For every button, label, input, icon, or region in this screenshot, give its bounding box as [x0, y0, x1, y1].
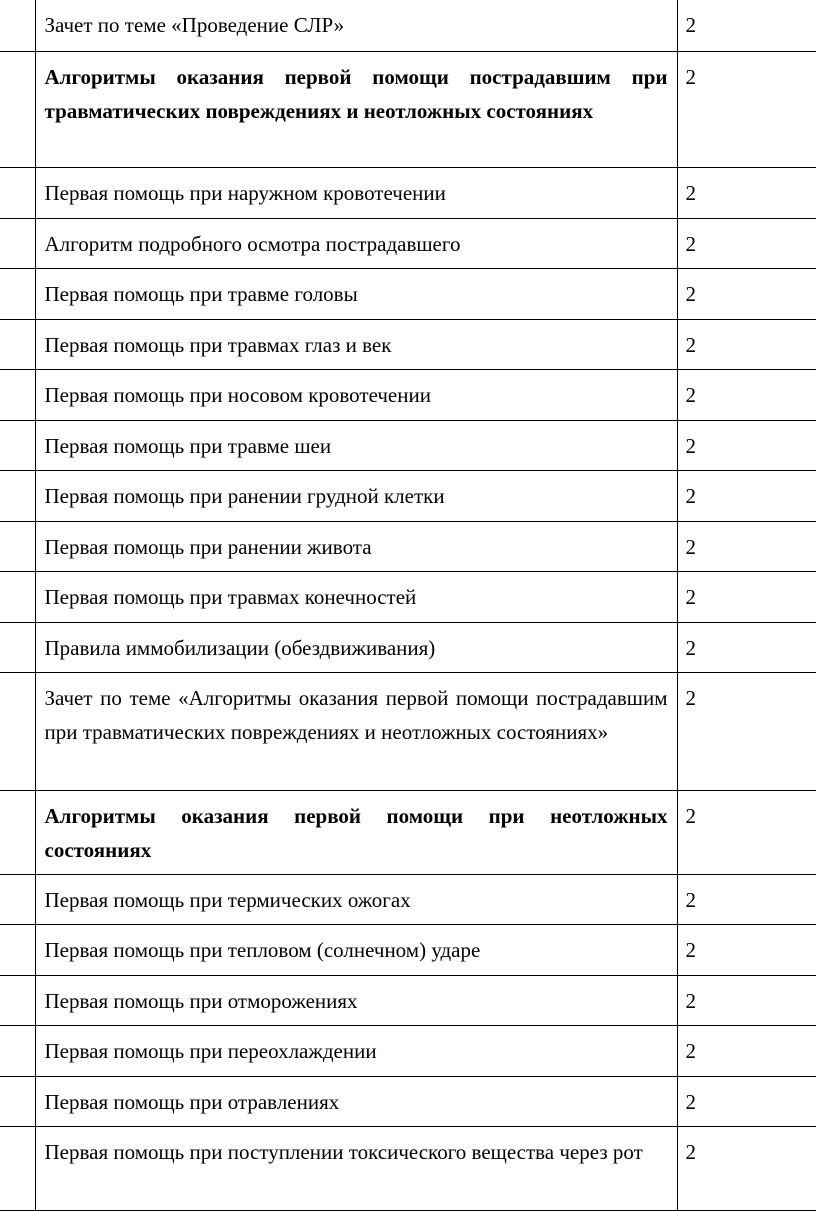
row-number-cell — [0, 218, 35, 268]
row-number-cell — [0, 0, 35, 51]
table-row — [0, 622, 816, 672]
hours-cell: 2 — [677, 790, 816, 874]
section-title-cell: Алгоритмы оказания первой помощи при неотложных состояниях — [35, 790, 677, 874]
row-number-cell — [0, 167, 35, 218]
hours-cell: 2 — [677, 622, 816, 672]
hours-cell: 2 — [677, 924, 816, 975]
row-number-cell — [0, 975, 35, 1025]
row-number-cell — [0, 369, 35, 420]
topic-cell: Первая помощь при наружном кровотечении — [35, 167, 677, 218]
hours-cell: 2 — [677, 51, 816, 167]
table-row — [0, 521, 816, 571]
topic-cell: Первая помощь при травме головы — [35, 268, 677, 319]
hours-cell: 2 — [677, 1025, 816, 1076]
table-row — [0, 167, 816, 218]
topic-cell: Первая помощь при травмах глаз и век — [35, 319, 677, 369]
row-number-cell — [0, 420, 35, 470]
table-row — [0, 672, 816, 790]
hours-cell: 2 — [677, 1076, 816, 1126]
table-row — [0, 0, 816, 51]
row-number-cell — [0, 622, 35, 672]
hours-cell: 2 — [677, 874, 816, 924]
table-row — [0, 874, 816, 924]
topic-cell: Первая помощь при отморожениях — [35, 975, 677, 1025]
row-number-cell — [0, 51, 35, 167]
table-row — [0, 1076, 816, 1126]
table-row — [0, 218, 816, 268]
topic-cell: Зачет по теме «Проведение СЛР» — [35, 0, 677, 51]
row-number-cell — [0, 1126, 35, 1210]
hours-cell: 2 — [677, 420, 816, 470]
table-row — [0, 1126, 816, 1210]
topic-cell: Первая помощь при переохлаждении — [35, 1025, 677, 1076]
table-row — [0, 369, 816, 420]
topic-cell: Первая помощь при травме шеи — [35, 420, 677, 470]
topic-cell: Первая помощь при носовом кровотечении — [35, 369, 677, 420]
table-row — [0, 319, 816, 369]
row-number-cell — [0, 672, 35, 790]
table-row — [0, 571, 816, 622]
table-row — [0, 1025, 816, 1076]
row-number-cell — [0, 268, 35, 319]
table-row — [0, 420, 816, 470]
hours-cell: 2 — [677, 975, 816, 1025]
hours-cell: 2 — [677, 521, 816, 571]
section-header-row — [0, 51, 816, 167]
topic-cell: Первая помощь при тепловом (солнечном) ударе — [35, 924, 677, 975]
topic-cell: Первая помощь при поступлении токсического вещества через рот — [35, 1126, 677, 1210]
row-number-cell — [0, 1025, 35, 1076]
row-number-cell — [0, 790, 35, 874]
hours-cell: 2 — [677, 1126, 816, 1210]
topic-cell: Зачет по теме «Алгоритмы оказания первой помощи пострадавшим при травматических повреждениях и неотложных состояниях» — [35, 672, 677, 790]
table-row — [0, 470, 816, 521]
hours-cell: 2 — [677, 369, 816, 420]
topic-cell: Первая помощь при ранении живота — [35, 521, 677, 571]
topic-cell: Первая помощь при отравлениях — [35, 1076, 677, 1126]
hours-cell: 2 — [677, 167, 816, 218]
hours-cell: 2 — [677, 218, 816, 268]
row-number-cell — [0, 571, 35, 622]
section-header-row — [0, 790, 816, 874]
row-number-cell — [0, 470, 35, 521]
hours-cell: 2 — [677, 0, 816, 51]
hours-cell: 2 — [677, 268, 816, 319]
row-number-cell — [0, 319, 35, 369]
topic-cell: Алгоритм подробного осмотра пострадавшего — [35, 218, 677, 268]
table-row — [0, 924, 816, 975]
table-row — [0, 268, 816, 319]
topic-cell: Первая помощь при термических ожогах — [35, 874, 677, 924]
hours-cell: 2 — [677, 571, 816, 622]
row-number-cell — [0, 521, 35, 571]
topic-cell: Правила иммобилизации (обездвиживания) — [35, 622, 677, 672]
row-number-cell — [0, 874, 35, 924]
row-number-cell — [0, 1076, 35, 1126]
table-row — [0, 975, 816, 1025]
row-number-cell — [0, 924, 35, 975]
section-title-cell: Алгоритмы оказания первой помощи пострадавшим при травматических повреждениях и неотложных состояниях — [35, 51, 677, 167]
hours-cell: 2 — [677, 319, 816, 369]
topic-cell: Первая помощь при травмах конечностей — [35, 571, 677, 622]
topic-cell: Первая помощь при ранении грудной клетки — [35, 470, 677, 521]
hours-cell: 2 — [677, 672, 816, 790]
hours-cell: 2 — [677, 470, 816, 521]
